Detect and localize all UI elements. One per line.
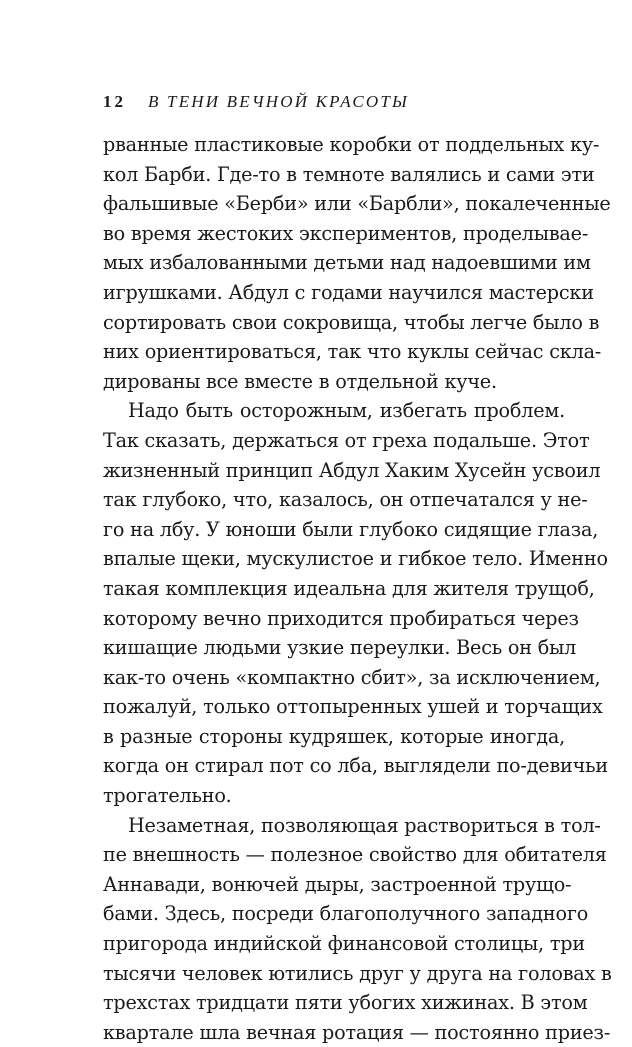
text-line: пожалуй, только оттопыренных ушей и торчащих bbox=[103, 695, 603, 719]
text-line: сортировать свои сокровища, чтобы легче было в bbox=[103, 310, 600, 334]
text-line: трехстах тридцати пяти убогих хижинах. В этом bbox=[103, 991, 588, 1015]
text-line: так глубоко, что, казалось, он отпечатался у не- bbox=[103, 488, 588, 512]
text-line: го на лбу. У юноши были глубоко сидящие глаза, bbox=[103, 517, 599, 541]
text-line: трогательно. bbox=[103, 784, 232, 808]
text-line: игрушками. Абдул с годами научился мастерски bbox=[103, 280, 594, 304]
text-line: Так сказать, держаться от греха подальше. Этот bbox=[103, 428, 590, 452]
text-line: дированы все вместе в отдельной куче. bbox=[103, 369, 497, 393]
text-line: такая комплекция идеальна для жителя трущоб, bbox=[103, 576, 595, 600]
text-line: как-то очень «компактно сбит», за исключением, bbox=[103, 665, 601, 689]
text-line: пригорода индийской финансовой столицы, три bbox=[103, 932, 585, 956]
running-title: В ТЕНИ ВЕЧНОЙ КРАСОТЫ bbox=[148, 92, 410, 111]
text-line: них ориентироваться, так что куклы сейчас скла- bbox=[103, 340, 602, 364]
text-line: мых избалованными детьми над надоевшими им bbox=[103, 251, 591, 275]
text-line: которому вечно приходится пробираться через bbox=[103, 606, 579, 630]
text-line: тысячи человек ютились друг у друга на головах в bbox=[103, 961, 612, 985]
text-line: Надо быть осторожным, избегать проблем. bbox=[128, 399, 565, 423]
text-line: пе внешность — полезное свойство для обитателя bbox=[103, 843, 607, 867]
text-line: жизненный принцип Абдул Хаким Хусейн усвоил bbox=[103, 458, 601, 482]
running-head bbox=[103, 92, 563, 112]
text-line: Аннавади, вонючей дыры, застроенной трущо- bbox=[103, 872, 572, 896]
text-line: бами. Здесь, посреди благополучного западного bbox=[103, 902, 589, 926]
text-line: рванные пластиковые коробки от поддельных ку- bbox=[103, 133, 600, 156]
text-line: фальшивые «Берби» или «Барбли», покалеченные bbox=[103, 192, 611, 216]
text-line: когда он стирал пот со лба, выглядели по-девичьи bbox=[103, 754, 608, 778]
text-line: во время жестоких экспериментов, проделывае- bbox=[103, 221, 589, 245]
text-line: впалые щеки, мускулистое и гибкое тело. Именно bbox=[103, 547, 608, 571]
text-line: в разные стороны кудряшек, которые иногда, bbox=[103, 724, 565, 748]
text-line: квартале шла вечная ротация — постоянно приез- bbox=[103, 1020, 611, 1044]
body-text bbox=[103, 130, 612, 1047]
text-line: кол Барби. Где-то в темноте валялись и сами эти bbox=[103, 162, 595, 186]
text-line: Незаметная, позволяющая раствориться в тол- bbox=[128, 813, 601, 837]
text-line: кишащие людьми узкие переулки. Весь он был bbox=[103, 636, 577, 660]
page-number: 12 bbox=[103, 92, 126, 111]
